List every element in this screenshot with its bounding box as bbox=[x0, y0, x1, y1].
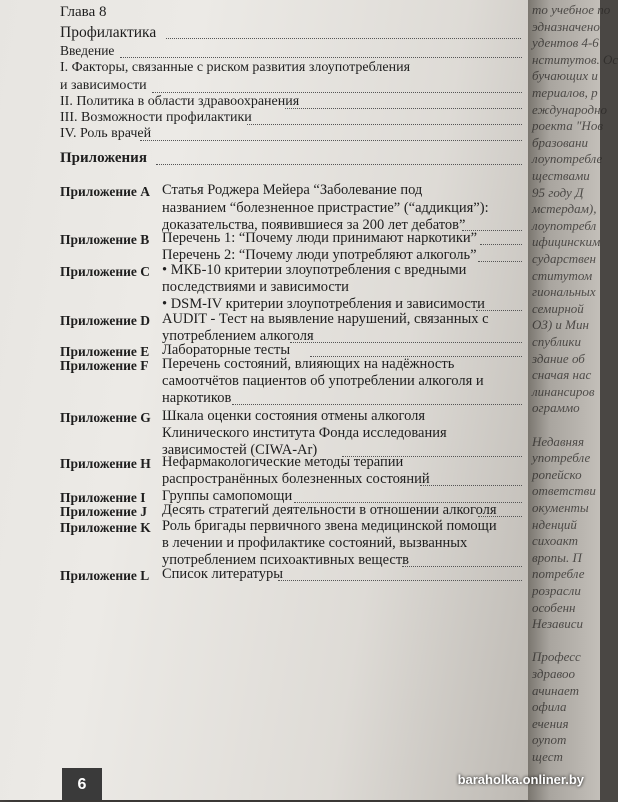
appendix-label: Приложение I bbox=[60, 490, 146, 505]
appendix-line: Нефармакологические методы терапии bbox=[162, 454, 404, 470]
facing-page-line: еждународно bbox=[532, 101, 608, 117]
facing-page-line: лоупотребле bbox=[532, 151, 603, 167]
facing-page-line: нденций bbox=[532, 516, 577, 532]
facing-page-line: семирной bbox=[532, 300, 584, 316]
facing-page bbox=[528, 0, 618, 800]
appendix-line: • МКБ-10 критерии злоупотребления с вредными bbox=[162, 262, 467, 278]
facing-page-line: териалов, р bbox=[532, 85, 598, 100]
facing-page-line: щест bbox=[532, 749, 563, 764]
toc-entry: и зависимости bbox=[60, 78, 147, 93]
dot-leader bbox=[480, 244, 522, 245]
appendix-label: Приложение G bbox=[60, 410, 151, 425]
facing-page-line: линансиров bbox=[532, 383, 595, 399]
facing-page-line: розрасли bbox=[532, 583, 581, 598]
appendix-line: в лечении и профилактике состояний, вызванных bbox=[162, 535, 468, 551]
toc-entry: IV. Роль врачей bbox=[60, 126, 152, 141]
appendix-line: названием “болезненное пристрастие” (“аддикция”): bbox=[162, 200, 489, 216]
appendix-line: доказательства, появившиеся за 200 лет дебатов” bbox=[162, 217, 466, 233]
facing-page-line: лоупотребл bbox=[532, 217, 597, 233]
facing-page-line: удентов 4-6 bbox=[532, 35, 599, 51]
toc-entry: Введение bbox=[60, 43, 115, 58]
facing-page-line: употребле bbox=[532, 450, 591, 466]
facing-page-line: ечения bbox=[532, 715, 569, 731]
toc-entry: III. Возможности профилактики bbox=[60, 110, 252, 125]
appendix-label: Приложение K bbox=[60, 520, 151, 535]
facing-page-line: вропы. П bbox=[532, 549, 582, 565]
appendix-line: распространённых болезненных состояний bbox=[162, 471, 430, 487]
appendix-line: Перечень 1: “Почему люди принимают наркотики” bbox=[162, 230, 478, 246]
appendix-label: Приложение D bbox=[60, 313, 151, 328]
appendix-line: последствиями и зависимости bbox=[162, 279, 349, 295]
facing-page-line: мстердам), bbox=[532, 201, 597, 217]
page-number: 6 bbox=[62, 768, 102, 800]
facing-page-line: роекта "Нов bbox=[532, 118, 603, 134]
appendix-line: Шкала оценки состояния отмены алкоголя bbox=[162, 408, 426, 424]
toc-entry: I. Факторы, связанные с риском развития злоупотребления bbox=[60, 60, 411, 75]
appendix-label: Приложение J bbox=[60, 504, 148, 519]
facing-page-line: сихоакт bbox=[532, 533, 579, 549]
appendix-line: Лабораторные тесты bbox=[162, 342, 291, 358]
facing-page-line: ропейско bbox=[532, 466, 582, 482]
appendix-line: наркотиков bbox=[162, 390, 232, 406]
dot-leader bbox=[285, 108, 522, 109]
facing-page-line: ачинает bbox=[532, 682, 579, 698]
appendix-line: Перечень 2: “Почему люди употребляют алкоголь” bbox=[162, 247, 477, 263]
facing-page-line: особенн bbox=[532, 599, 576, 615]
facing-page-line: ститутом bbox=[532, 267, 593, 283]
dot-leader bbox=[152, 92, 522, 93]
appendix-line: Десять стратегий деятельности в отношении алкоголя bbox=[162, 502, 497, 518]
dot-leader bbox=[156, 164, 522, 165]
appendix-line: Группы самопомощи bbox=[162, 488, 293, 504]
facing-page-line: ответстви bbox=[532, 483, 596, 499]
appendix-line: самоотчётов пациентов об употреблении алкоголя и bbox=[162, 373, 484, 389]
facing-page-line: ществами bbox=[532, 168, 590, 183]
chapter-title: Профилактика bbox=[60, 24, 157, 41]
dot-leader bbox=[478, 261, 522, 262]
appendix-label: Приложение A bbox=[60, 184, 151, 199]
facing-page-line: окументы bbox=[532, 500, 589, 515]
dot-leader bbox=[402, 566, 522, 567]
chapter-label: Глава 8 bbox=[60, 4, 107, 20]
facing-page-line: эднaзначено bbox=[532, 18, 600, 34]
facing-page-line: здание об bbox=[532, 350, 585, 366]
facing-page-line: Професс bbox=[532, 649, 581, 665]
facing-page-line: ОЗ) и Мин bbox=[532, 317, 589, 333]
appendix-line: Перечень состояний, влияющих на надёжность bbox=[162, 356, 455, 372]
appendix-line: • DSM-IV критерии злоупотребления и зависимости bbox=[162, 296, 485, 312]
facing-page-line: здравоо bbox=[532, 666, 575, 681]
appendix-label: Приложение F bbox=[60, 358, 149, 373]
facing-page-line: Независи bbox=[532, 616, 583, 632]
facing-page-line: Недавняя bbox=[532, 433, 585, 449]
appendix-label: Приложение E bbox=[60, 344, 150, 359]
facing-page-line: ифицинским bbox=[532, 234, 601, 250]
facing-page-line: бразовани bbox=[532, 134, 588, 150]
dot-leader bbox=[140, 140, 522, 141]
facing-page-line: то учебное по bbox=[532, 2, 611, 17]
facing-page-line: сударствен bbox=[532, 251, 597, 266]
dot-leader bbox=[278, 580, 522, 581]
facing-page-line: спублики bbox=[532, 334, 582, 349]
facing-page-line: ограммо bbox=[532, 400, 580, 416]
facing-page-line: сначая нас bbox=[532, 367, 592, 383]
appendix-line: Статья Роджера Мейера “Заболевание под bbox=[162, 182, 423, 198]
facing-page-line: офила bbox=[532, 699, 567, 715]
watermark: baraholka.onliner.by bbox=[457, 772, 584, 787]
appendix-line: употреблением психоактивных веществ bbox=[162, 552, 410, 568]
facing-page-line: потребле bbox=[532, 566, 585, 582]
dot-leader bbox=[420, 485, 522, 486]
dot-leader bbox=[290, 342, 522, 343]
dot-leader bbox=[120, 57, 522, 58]
appendix-label: Приложение H bbox=[60, 456, 151, 471]
facing-page-line: гиональных bbox=[532, 284, 596, 300]
facing-page-line: нститутов. Ос bbox=[532, 51, 618, 67]
appendix-label: Приложение C bbox=[60, 264, 151, 279]
dot-leader bbox=[166, 38, 521, 39]
appendix-heading: Приложения bbox=[60, 150, 147, 166]
appendix-line: зависимостей (CIWA-Ar) bbox=[162, 442, 318, 458]
dot-leader bbox=[232, 404, 522, 405]
appendix-label: Приложение B bbox=[60, 232, 150, 247]
appendix-line: Роль бригады первичного звена медицинской помощи bbox=[162, 518, 497, 534]
appendix-line: Список литературы bbox=[162, 566, 284, 582]
appendix-line: употреблением алкоголя bbox=[162, 328, 314, 344]
facing-page-line: бучающих и bbox=[532, 68, 598, 84]
appendix-line: Клинического института Фонда исследования bbox=[162, 425, 447, 441]
appendix-line: AUDIT - Тест на выявление нарушений, связанных с bbox=[162, 311, 489, 327]
dot-leader bbox=[478, 516, 522, 517]
facing-page-line: 95 году Д bbox=[532, 184, 584, 200]
appendix-label: Приложение L bbox=[60, 568, 150, 583]
dot-leader bbox=[247, 124, 522, 125]
facing-page-line: оупот bbox=[532, 732, 567, 748]
toc-entry: II. Политика в области здравоохранения bbox=[60, 94, 300, 109]
